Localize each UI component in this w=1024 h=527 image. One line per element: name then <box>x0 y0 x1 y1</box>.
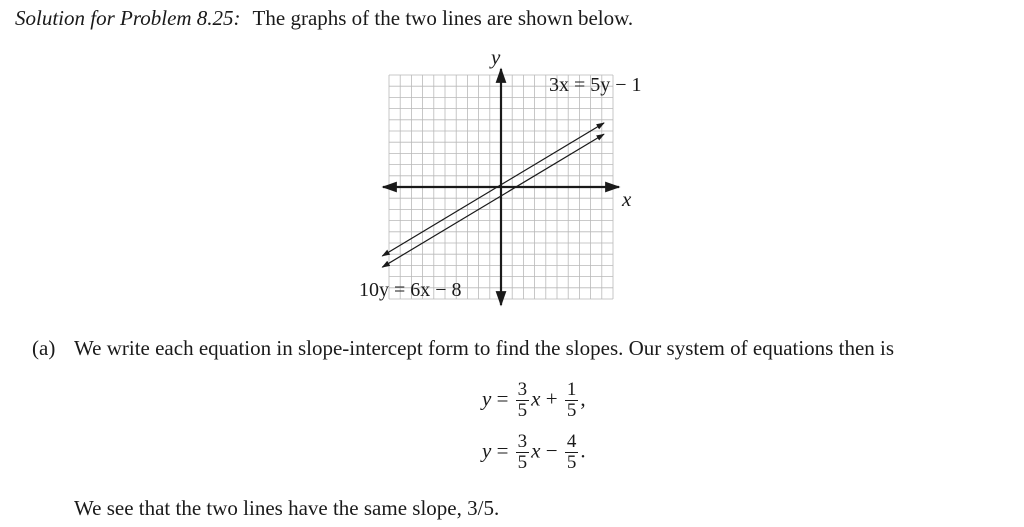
line-label-lower: 10y = 6x − 8 <box>359 279 462 301</box>
eq1-end: , <box>580 386 586 411</box>
line-graph <box>350 46 670 308</box>
eq2-slope-num: 3 <box>517 431 528 452</box>
eq2-slope-den: 5 <box>517 452 528 473</box>
part-a-tag: (a) <box>32 336 56 360</box>
line-label-upper: 3x = 5y − 1 <box>549 74 642 96</box>
eq1-slope-den: 5 <box>517 400 528 421</box>
y-axis-label: y <box>491 45 501 69</box>
eq2-var: x <box>531 438 541 463</box>
eq2-equals: = <box>496 438 509 463</box>
eq1-lhs: y <box>482 386 492 411</box>
part-a-paragraph <box>32 336 894 361</box>
part-a-text: We write each equation in slope-intercept form to find the slopes. Our system of equations then is <box>74 336 895 360</box>
eq2-const-num: 4 <box>566 431 577 452</box>
series-line-2 <box>382 134 604 267</box>
conclusion-text: We see that the two lines have the same slope, 3/5. <box>74 496 500 520</box>
eq2-lhs: y <box>482 438 492 463</box>
eq1-const-den: 5 <box>566 400 577 421</box>
eq2-op: − <box>545 438 558 463</box>
eq2-end: . <box>580 438 586 463</box>
equation-1 <box>482 380 586 421</box>
eq1-var: x <box>531 386 541 411</box>
eq1-const-fraction <box>565 380 579 421</box>
axes <box>383 69 619 305</box>
equation-2 <box>482 432 586 473</box>
eq1-equals: = <box>496 386 509 411</box>
solution-heading <box>15 6 633 31</box>
data-lines <box>382 123 604 267</box>
eq1-op: + <box>545 386 558 411</box>
eq2-const-fraction <box>565 432 579 473</box>
eq2-slope-fraction <box>516 432 530 473</box>
x-axis-label: x <box>622 187 632 211</box>
eq2-const-den: 5 <box>566 452 577 473</box>
eq1-const-num: 1 <box>566 379 577 400</box>
eq1-slope-fraction <box>516 380 530 421</box>
eq1-slope-num: 3 <box>517 379 528 400</box>
series-line-1 <box>382 123 604 256</box>
heading-text: The graphs of the two lines are shown below. <box>252 6 634 30</box>
problem-reference: Solution for Problem 8.25: <box>15 6 241 30</box>
